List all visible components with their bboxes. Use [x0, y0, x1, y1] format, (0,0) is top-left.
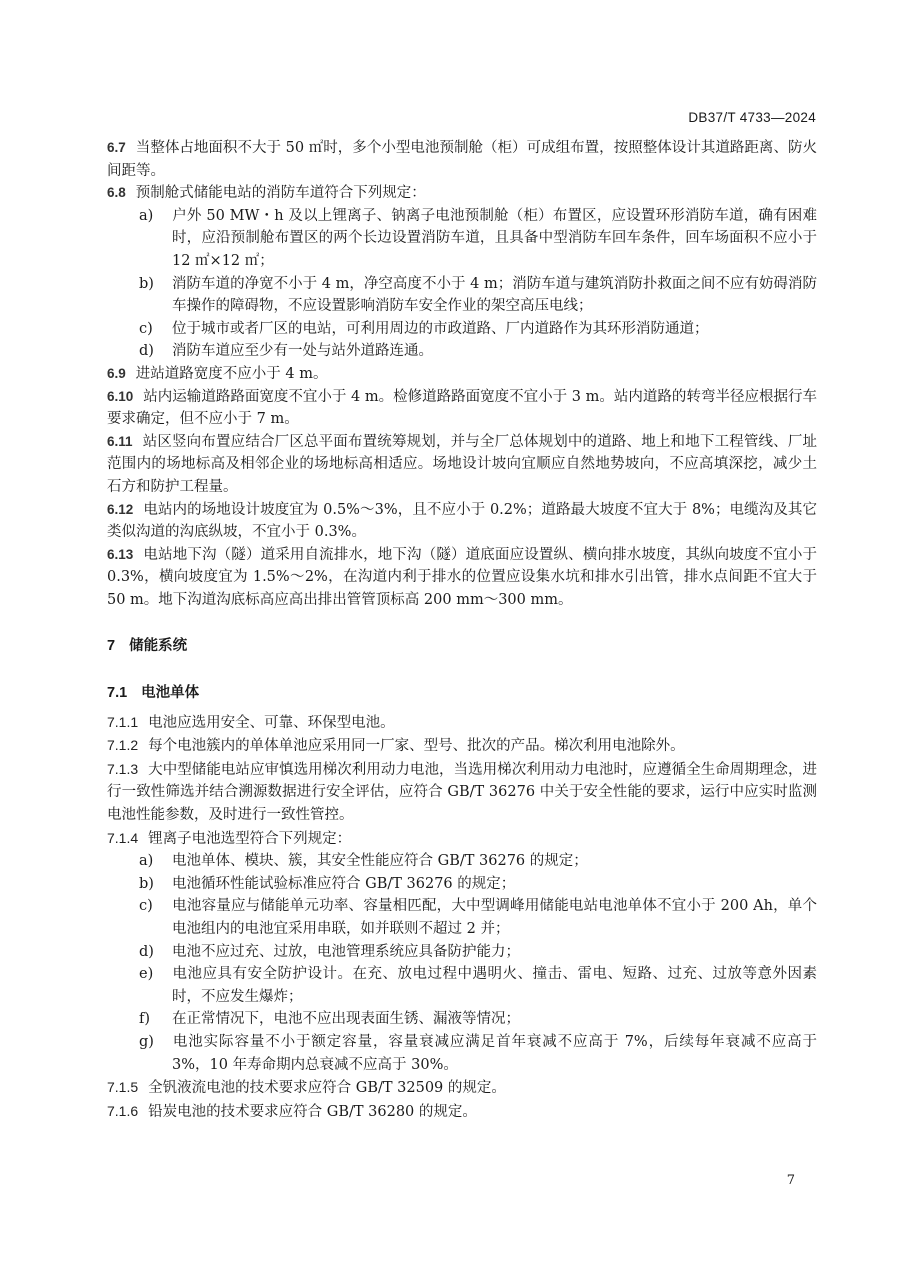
- list-item: [107, 318, 817, 341]
- clause: [107, 182, 817, 205]
- item-text: 电池不应过充、过放，电池管理系统应具备防护能力；: [172, 943, 520, 960]
- item-text: 电池容量应与储能单元功率、容量相匹配，大中型调峰用储能电站电池单体不宜小于 200 Ah，单个电池组内的电池宜采用串联，如并联则不超过 2 并；: [172, 898, 817, 937]
- item-label: b): [139, 875, 154, 892]
- clause-text: 当整体占地面积不大于 50 ㎡时，多个小型电池预制舱（柜）可成组布置，按照整体设计其道路距离、防火间距等。: [107, 140, 817, 179]
- item-text: 消防车道的净宽不小于 4 m，净空高度不小于 4 m；消防车道与建筑消防扑救面之间不应有妨碍消防车操作的障碍物，不应设置影响消防车安全作业的架空高压电线；: [172, 275, 817, 315]
- clause-text: 全钒液流电池的技术要求应符合 GB/T 32509 的规定。: [148, 1080, 506, 1097]
- chapter-title: 储能系统: [129, 638, 188, 655]
- item-text: 电池单体、模块、簇，其安全性能应符合 GB/T 36276 的规定；: [172, 853, 588, 870]
- document-body: [107, 137, 817, 1123]
- item-label: e): [139, 966, 154, 983]
- clause-text: 进站道路宽度不应小于 4 m。: [135, 365, 328, 382]
- clause-number: 7.1.5: [107, 1079, 139, 1096]
- clause-number: 7.1.3: [107, 760, 139, 777]
- clause: [107, 734, 817, 758]
- clause: [107, 431, 817, 499]
- list-item: [107, 273, 817, 318]
- clause-text: 电站地下沟（隧）道采用自流排水，地下沟（隧）道底面应设置纵、横向排水坡度，其纵向坡度不宜小于 0.3%，横向坡度宜为 1.5%～2%，在沟道内利于排水的位置应设集水坑和排水引出管，排水点间距不宜大于 50 m。地下沟道沟底标高应高出排出管管顶标高 200 mm～300 mm。: [107, 546, 817, 608]
- clause-number: 6.7: [107, 140, 126, 155]
- item-label: f): [139, 1011, 151, 1028]
- clause: [107, 137, 817, 182]
- clause: [107, 827, 817, 851]
- clause-number: 6.9: [107, 365, 126, 381]
- clause-text: 电站内的场地设计坡度宜为 0.5%～3%，且不应小于 0.2%；道路最大坡度不宜大于 8%；电缆沟及其它类似沟道的沟底纵坡，不宜小于 0.3%。: [107, 501, 817, 541]
- clause-number: 6.13: [107, 546, 134, 562]
- item-text: 在正常情况下，电池不应出现表面生锈、漏液等情况；: [172, 1011, 520, 1028]
- list-item: [107, 1008, 817, 1031]
- clause-text: 大中型储能电站应审慎选用梯次利用动力电池，当选用梯次利用动力电池时，应遵循全生命周期理念，进行一致性筛选并结合溯源数据进行安全评估，应符合 GB/T 36276 中关于安全性能的要求，运行中应实时监测电池性能参数，及时进行一致性管控。: [107, 761, 817, 824]
- item-label: c): [139, 898, 153, 915]
- chapter-heading: [107, 635, 817, 658]
- item-label: b): [139, 275, 154, 292]
- clause-number: 7.1.2: [107, 737, 139, 754]
- item-label: a): [139, 853, 154, 870]
- section-number: 7.1: [107, 685, 128, 702]
- list-item: [107, 340, 817, 363]
- clause: [107, 363, 817, 386]
- item-label: a): [139, 207, 154, 224]
- clause: [107, 544, 817, 612]
- item-label: c): [139, 320, 153, 337]
- list-item: [107, 205, 817, 273]
- clause-text: 铅炭电池的技术要求应符合 GB/T 36280 的规定。: [148, 1103, 477, 1120]
- clause-text: 预制舱式储能电站的消防车道符合下列规定：: [135, 185, 426, 202]
- page-number: 7: [786, 1173, 795, 1188]
- clause-number: 6.11: [107, 433, 133, 449]
- clause: [107, 499, 817, 544]
- clause-number: 7.1.1: [107, 713, 139, 730]
- list-item: [107, 1031, 817, 1076]
- clause-text: 站区竖向布置应结合厂区总平面布置统筹规划，并与全厂总体规划中的道路、地上和地下工程管线、厂址范围内的场地标高及相邻企业的场地标高相适应。场地设计坡向宜顺应自然地势坡向，不应高填深挖，减少土石方和防护工程量。: [107, 433, 817, 495]
- list-item: [107, 850, 817, 873]
- chapter-number: 7: [107, 638, 116, 655]
- clause: [107, 386, 817, 431]
- clause-text: 站内运输道路路面宽度不宜小于 4 m。检修道路路面宽度不宜小于 3 m。站内道路的转弯半径应根据行车要求确定，但不应小于 7 m。: [107, 388, 817, 428]
- clause-number: 6.8: [107, 185, 126, 201]
- list-item: [107, 963, 817, 1008]
- item-text: 电池应具有安全防护设计。在充、放电过程中遇明火、撞击、雷电、短路、过充、过放等意外因素时，不应发生爆炸；: [172, 966, 817, 1005]
- clause-text: 每个电池簇内的单体单池应采用同一厂家、型号、批次的产品。梯次利用电池除外。: [148, 738, 685, 755]
- list-item: [107, 941, 817, 964]
- clause: [107, 711, 817, 735]
- clause-number: 7.1.4: [107, 829, 139, 846]
- list-item: [107, 895, 817, 940]
- item-text: 位于城市或者厂区的电站，可利用周边的市政道路、厂内道路作为其环形消防通道；: [172, 320, 709, 337]
- item-text: 消防车道应至少有一处与站外道路连通。: [172, 343, 433, 360]
- item-label: g): [139, 1033, 154, 1050]
- clause-text: 电池应选用安全、可靠、环保型电池。: [148, 714, 395, 731]
- clause: [107, 1100, 817, 1124]
- item-text: 电池循环性能试验标准应符合 GB/T 36276 的规定；: [172, 875, 516, 892]
- clause-number: 7.1.6: [107, 1102, 139, 1119]
- clause: [107, 1076, 817, 1100]
- clause-number: 6.10: [107, 388, 134, 404]
- item-text: 电池实际容量不小于额定容量，容量衰减应满足首年衰减不应高于 7%，后续每年衰减不应高于 3%，10 年寿命期内总衰减不应高于 30%。: [172, 1033, 817, 1073]
- item-label: d): [139, 343, 154, 360]
- clause-number: 6.12: [107, 501, 134, 517]
- item-text: 户外 50 MW・h 及以上锂离子、钠离子电池预制舱（柜）布置区，应设置环形消防车道，确有困难时，应沿预制舱布置区的两个长边设置消防车道，且具备中型消防车回车条件，回车场面积不应小于 12 ㎡×12 ㎡；: [172, 207, 817, 269]
- section-heading: [107, 682, 817, 705]
- list-item: [107, 873, 817, 896]
- section-title: 电池单体: [141, 685, 200, 702]
- clause: [107, 758, 817, 827]
- item-label: d): [139, 943, 154, 960]
- clause-text: 锂离子电池选型符合下列规定：: [148, 830, 352, 847]
- standard-code: DB37/T 4733—2024: [688, 110, 816, 125]
